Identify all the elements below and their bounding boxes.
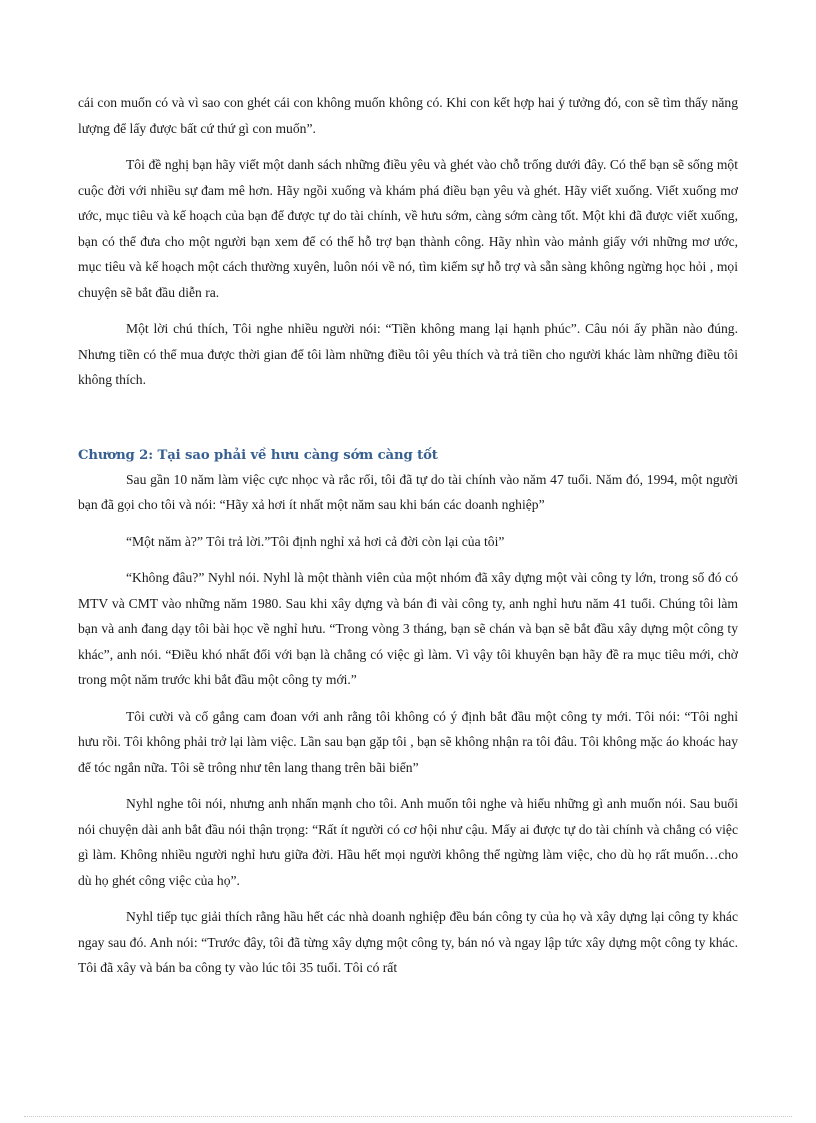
document-body — [78, 90, 738, 992]
paragraph-nyhl-emphasis: Nyhl nghe tôi nói, nhưng anh nhấn mạnh cho tôi. Anh muốn tôi nghe và hiểu những gì anh muốn nói. Sau buổi nói chuyện dài anh bắt đầu nói thận trọng: “Rất ít người có cơ hội như cậu. Mấy ai được tự do tài chính và chẳng có việc gì làm. Không nhiều người nghỉ hưu giữa đời. Hầu hết mọi người không thể ngừng làm việc, cho dù họ rất muốn…cho dù họ ghét công việc của họ”. — [78, 796, 738, 888]
paragraph-financial-freedom: Sau gần 10 năm làm việc cực nhọc và rắc rối, tôi đã tự do tài chính vào năm 47 tuổi. Năm đó, 1994, một người bạn đã gọi cho tôi và nói: “Hãy xả hơi ít nhất một năm sau khi bán các doanh nghiệp” — [78, 471, 738, 512]
paragraph-nyhl-advice: “Không đâu?” Nyhl nói. Nyhl là một thành viên của một nhóm đã xây dựng một vài công ty lớn, trong số đó có MTV và CMT vào những năm 1980. Sau khi xây dựng và bán đi vài công ty, anh nghỉ hưu năm 41 tuổi. Chúng tôi làm bạn và anh đang dạy tôi bài học về nghỉ hưu. “Trong vòng 3 tháng, bạn sẽ chán và bạn sẽ bắt đầu xây dựng một công ty khác”, anh nói. “Điều khó nhất đối với bạn là chẳng có việc gì làm. Vì vậy tôi khuyên bạn hãy đề ra mục tiêu mới, chờ trong một năm trước khi bắt đầu một công ty mới.” — [78, 570, 738, 687]
page-bottom-rule — [24, 1116, 792, 1117]
paragraph-continued: cái con muốn có và vì sao con ghét cái con không muốn không có. Khi con kết hợp hai ý tưởng đó, con sẽ tìm thấy năng lượng để lấy được bất cứ thứ gì con muốn”. — [78, 95, 738, 136]
paragraph-money-happiness: Một lời chú thích, Tôi nghe nhiều người nói: “Tiền không mang lại hạnh phúc”. Câu nói ấy phần nào đúng. Nhưng tiền có thể mua được thời gian để tôi làm những điều tôi yêu thích và trả tiền cho người khác làm những điều tôi không thích. — [78, 321, 738, 387]
paragraph-entrepreneurs: Nyhl tiếp tục giải thích rằng hầu hết các nhà doanh nghiệp đều bán công ty của họ và xây dựng lại công ty khác ngay sau đó. Anh nói: “Trước đây, tôi đã từng xây dựng một công ty, bán nó và ngay lập tức xây dựng một công ty khác. Tôi đã xây và bán ba công ty vào lúc tôi 35 tuổi. Tôi có rất — [78, 909, 738, 975]
paragraph-one-year-reply: “Một năm à?” Tôi trả lời.”Tôi định nghỉ xả hơi cả đời còn lại của tôi” — [126, 533, 505, 549]
chapter-heading: Chương 2: Tại sao phải về hưu càng sớm càng tốt — [78, 447, 438, 463]
section-spacer — [78, 404, 738, 445]
paragraph-retired-promise: Tôi cười và cố gắng cam đoan với anh rằng tôi không có ý định bắt đầu một công ty mới. Tôi nói: “Tôi nghỉ hưu rồi. Tôi không phải trở lại làm việc. Lần sau bạn gặp tôi , bạn sẽ không nhận ra tôi đâu. Tôi không mặc áo khoác hay để tóc ngắn nữa. Tôi sẽ trông như tên lang thang trên bãi biển” — [78, 708, 738, 775]
paragraph-love-hate-list: Tôi đề nghị bạn hãy viết một danh sách những điều yêu và ghét vào chỗ trống dưới đây. Có thể bạn sẽ sống một cuộc đời với nhiều sự đam mê hơn. Hãy ngồi xuống và khám phá điều bạn yêu và ghét. Hãy viết xuống. Viết xuống mơ ước, mục tiêu và kế hoạch của bạn để được tự do tài chính, về hưu sớm, càng sớm càng tốt. Một khi đã được viết xuống, bạn có thể đưa cho một người bạn xem để có thể hỗ trợ bạn thành công. Hãy nhìn vào mảnh giấy với những mơ ước, mục tiêu và kế hoạch một cách thường xuyên, luôn nói về nó, tìm kiếm sự hỗ trợ và sẵn sàng không ngừng học hỏi , mọi chuyện sẽ bắt đầu diễn ra. — [78, 157, 738, 300]
